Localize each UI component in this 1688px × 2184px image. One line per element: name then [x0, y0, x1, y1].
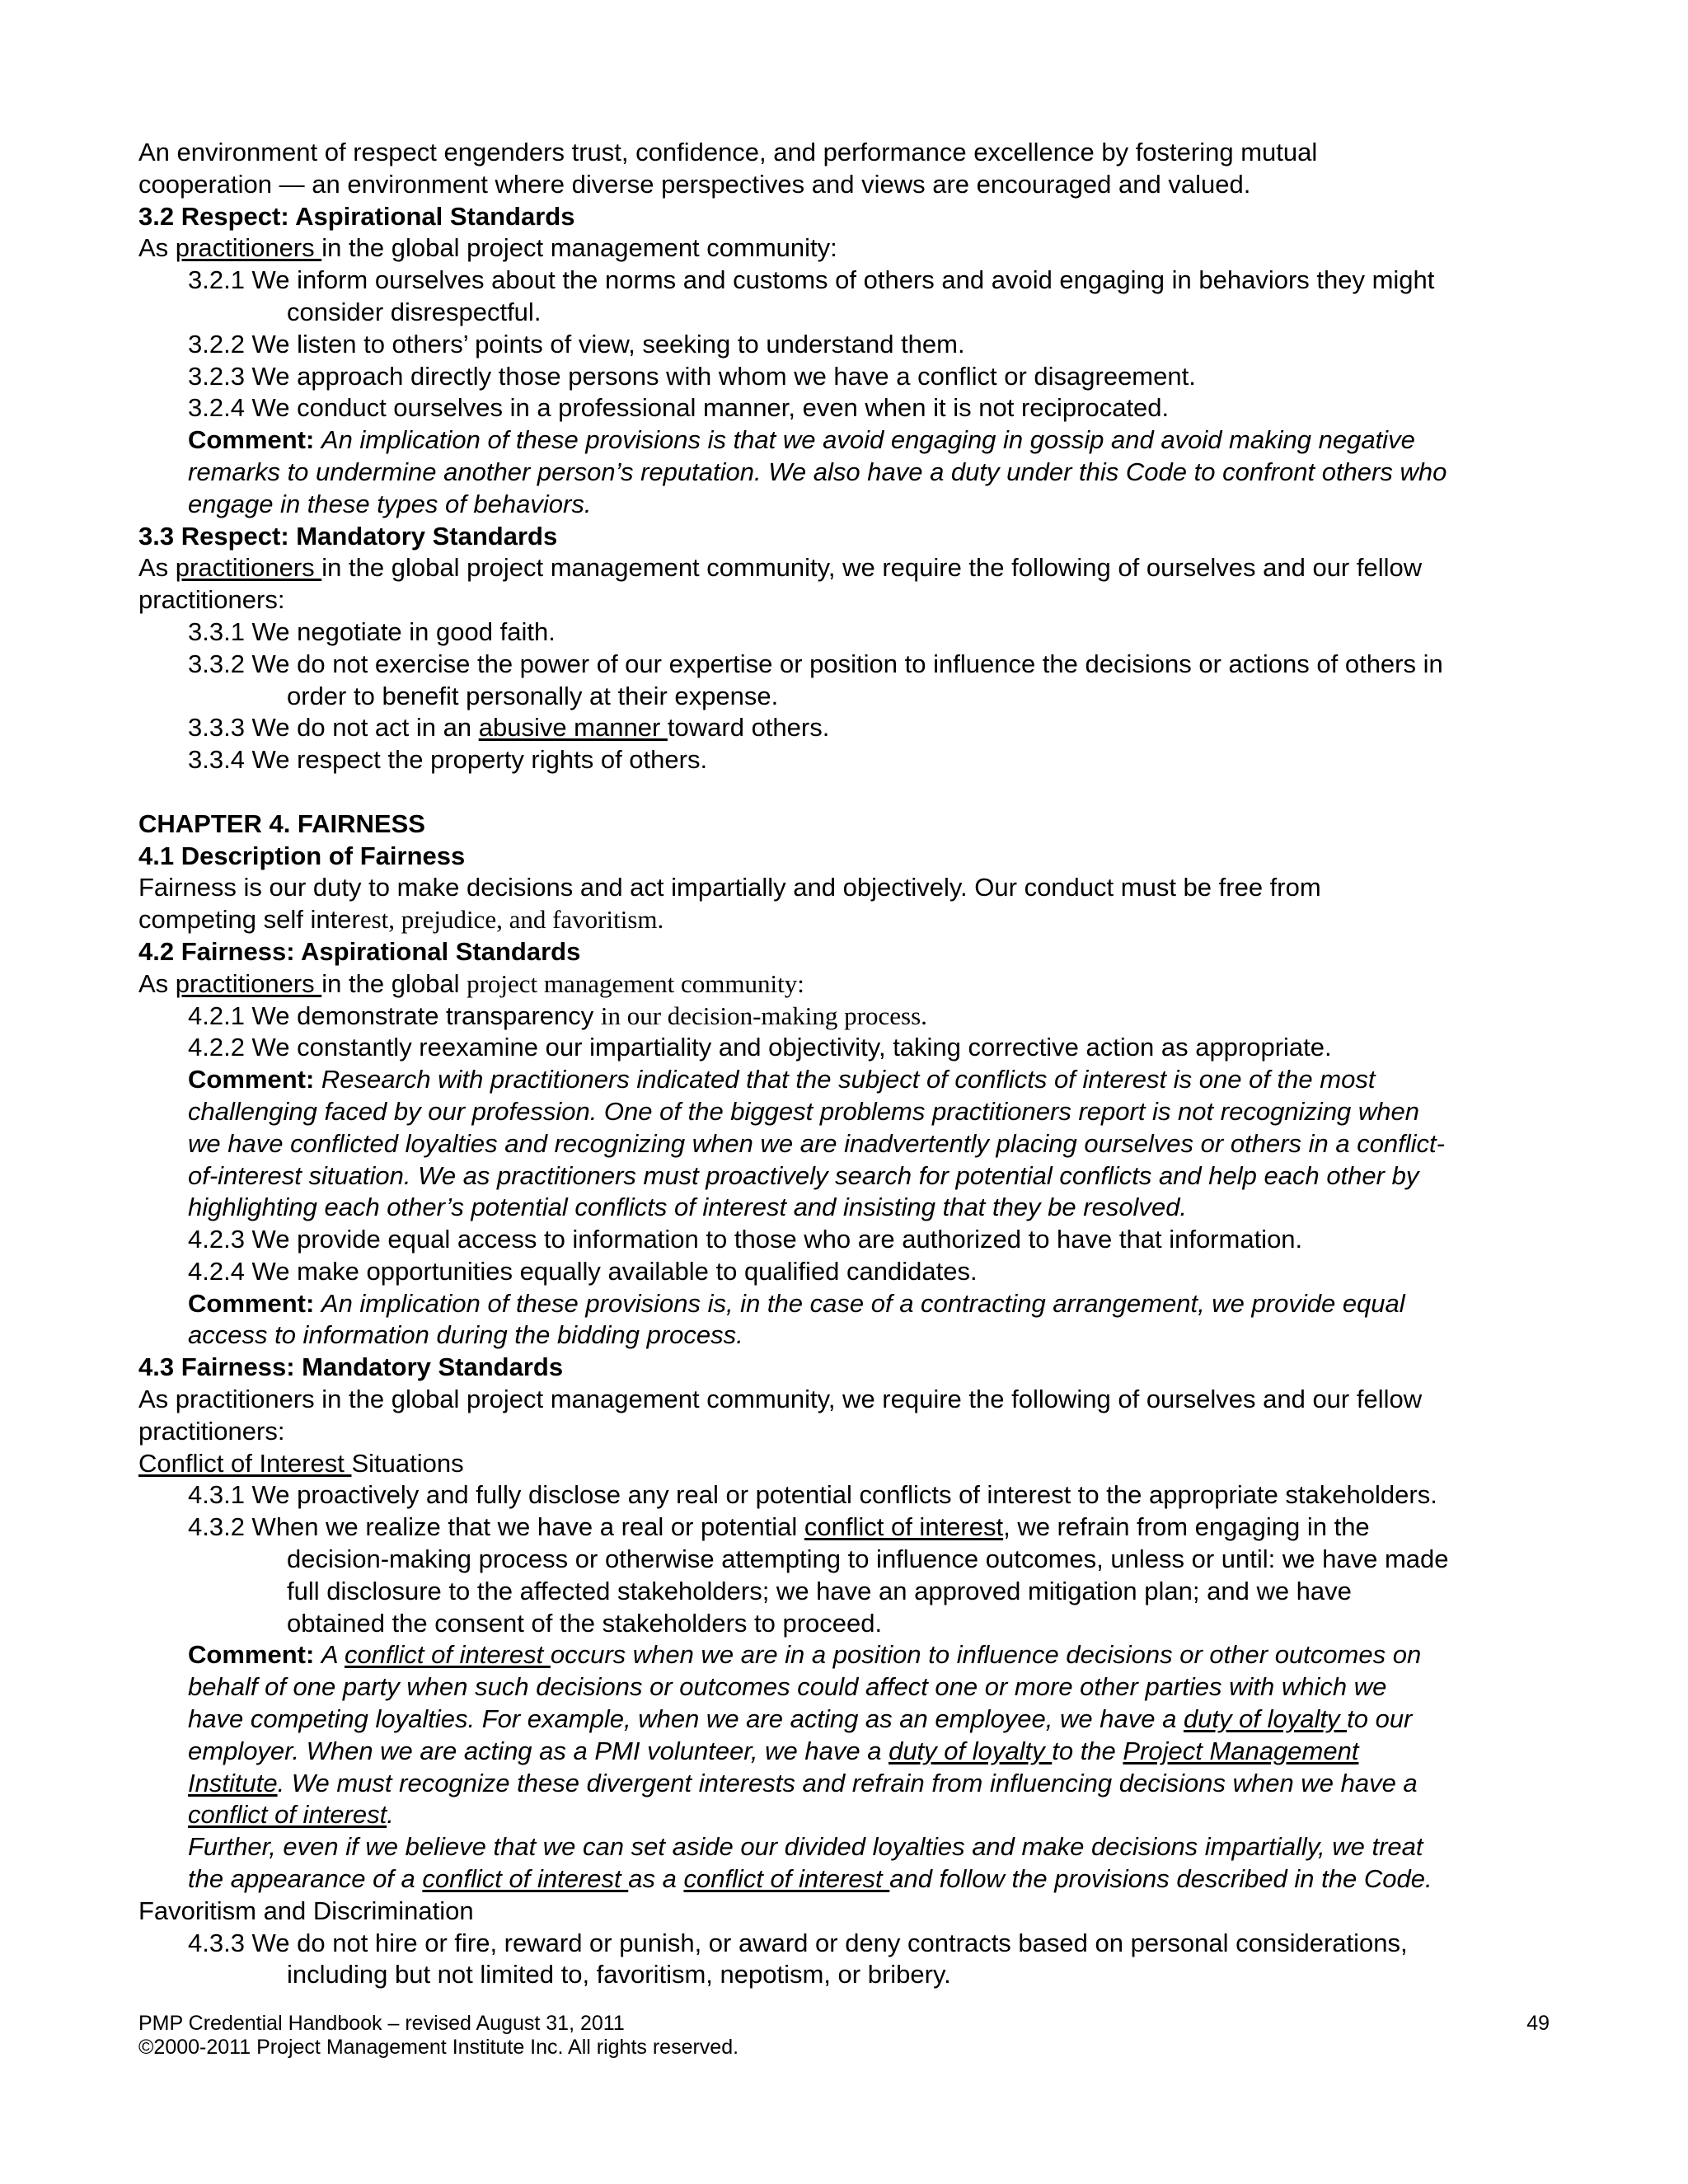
text-segment: , we refrain from engaging in the: [1003, 1512, 1370, 1542]
text-line: [138, 1224, 1556, 1256]
text-segment: As practitioners in the global project management community, we require the following of ourselves and our fellow: [138, 1385, 1423, 1414]
text-segment: . We must recognize these divergent interests and refrain from influencing decisions when we have a: [277, 1768, 1418, 1797]
text-line: [138, 1639, 1556, 1671]
text-segment: 4.3.1 We proactively and fully disclose any real or potential conflicts of interest to the appropriate stakeholders.: [188, 1480, 1437, 1510]
blank-line: [138, 776, 1556, 808]
text-line: [138, 392, 1556, 424]
text-line: [138, 521, 1556, 553]
text-line: [138, 552, 1556, 584]
text-line: [138, 1928, 1556, 1960]
text-line: [138, 841, 1556, 873]
text-line: [138, 616, 1556, 649]
text-segment: practitioners:: [138, 585, 285, 615]
text-segment: obtained the consent of the stakeholders to proceed.: [287, 1608, 883, 1638]
text-segment: A: [321, 1640, 345, 1670]
text-segment: of-interest situation. We as practitioners must proactively search for potential conflicts and help each other by: [188, 1160, 1419, 1190]
text-line: [138, 1479, 1556, 1511]
text-segment: As: [138, 233, 176, 263]
text-segment: in the global: [321, 968, 467, 998]
text-segment: .: [387, 1800, 394, 1830]
text-segment: 4.3.2 When we realize that we have a real or potential: [188, 1512, 804, 1542]
text-segment: 3.2.4 We conduct ourselves in a professional manner, even when it is not reciprocated.: [188, 393, 1170, 423]
text-line: [138, 1896, 1556, 1928]
page-body: [138, 137, 1556, 1991]
text-segment: CHAPTER 4. FAIRNESS: [138, 808, 425, 838]
text-segment: Comment:: [188, 425, 321, 455]
text-segment: order to benefit personally at their expense.: [287, 681, 779, 710]
text-segment: abusive manner: [478, 713, 668, 743]
text-segment: to our: [1347, 1704, 1413, 1734]
text-segment: Situations: [351, 1448, 464, 1478]
text-line: [138, 1416, 1556, 1448]
text-segment: and follow the provisions described in the Code.: [889, 1864, 1432, 1894]
text-line: [138, 681, 1556, 713]
text-segment: remarks to undermine another person’s reputation. We also have a duty under this Code to confront others who: [188, 457, 1447, 486]
text-line: [138, 297, 1556, 329]
page-number: 49: [1526, 2012, 1550, 2035]
text-line: [138, 1192, 1556, 1224]
text-segment: Comment:: [188, 1065, 321, 1094]
text-line: [138, 361, 1556, 393]
text-segment: duty of loyalty: [1183, 1704, 1348, 1734]
text-segment: challenging faced by our profession. One of the biggest problems practitioners report is not recognizing when: [188, 1096, 1420, 1126]
text-segment: est, prejudice, and favoritism.: [359, 905, 664, 935]
text-segment: conflict of interest: [422, 1864, 629, 1894]
text-segment: Institute: [188, 1768, 278, 1797]
text-segment: access to information during the bidding process.: [188, 1320, 743, 1350]
text-line: [138, 1799, 1556, 1831]
text-segment: including but not limited to, favoritism, nepotism, or bribery.: [287, 1960, 951, 1990]
text-segment: 4.3.3 We do not hire or fire, reward or punish, or award or deny contracts based on personal considerations,: [188, 1928, 1408, 1957]
text-segment: toward others.: [667, 713, 830, 743]
text-segment: 4.3 Fairness: Mandatory Standards: [138, 1352, 564, 1382]
text-segment: 3.3.4 We respect the property rights of others.: [188, 745, 708, 775]
text-segment: have competing loyalties. For example, when we are acting as an employee, we have a: [188, 1704, 1184, 1734]
text-segment: 3.2.2 We listen to others’ points of view, seeking to understand them.: [188, 329, 965, 359]
text-segment: Comment:: [188, 1288, 321, 1318]
text-line: [138, 744, 1556, 776]
text-segment: in our decision-making process.: [600, 1001, 927, 1030]
text-segment: duty of loyalty: [889, 1736, 1053, 1765]
text-segment: Research with practitioners indicated that the subject of conflicts of interest is one of the most: [321, 1065, 1376, 1094]
text-segment: occurs when we are in a position to influence decisions or other outcomes on: [550, 1640, 1422, 1670]
text-line: [138, 584, 1556, 616]
text-segment: 3.3.1 We negotiate in good faith.: [188, 616, 556, 646]
text-line: [138, 1032, 1556, 1064]
text-line: [138, 1544, 1556, 1576]
text-segment: to the: [1052, 1736, 1123, 1765]
text-segment: practitioners: [175, 553, 322, 583]
text-line: [138, 1096, 1556, 1128]
text-segment: behalf of one party when such decisions or outcomes could affect one or more other parties with which we: [188, 1672, 1387, 1702]
text-line: [138, 201, 1556, 233]
text-line: [138, 1352, 1556, 1384]
text-line: [138, 489, 1556, 521]
text-segment: conflict of interest: [683, 1864, 890, 1894]
text-segment: decision-making process or otherwise attempting to influence outcomes, unless or until: we have made: [287, 1544, 1449, 1574]
text-segment: conflict of interest: [345, 1640, 551, 1670]
text-line: [138, 712, 1556, 744]
text-line: [138, 457, 1556, 489]
text-segment: in the global project management community:: [321, 233, 837, 263]
text-line: [138, 1831, 1556, 1863]
text-segment: practitioners: [175, 233, 322, 263]
text-segment: Conflict of Interest: [138, 1448, 352, 1478]
text-segment: we have conflicted loyalties and recognizing when we are inadvertently placing ourselves or others in a conflict-: [188, 1128, 1445, 1158]
text-line: [138, 265, 1556, 297]
text-line: [138, 1511, 1556, 1544]
text-segment: employer. When we are acting as a PMI volunteer, we have a: [188, 1736, 889, 1765]
text-line: [138, 649, 1556, 681]
text-line: [138, 329, 1556, 361]
text-segment: Comment:: [188, 1640, 321, 1670]
text-line: [138, 1768, 1556, 1800]
text-line: [138, 968, 1556, 1001]
text-segment: Further, even if we believe that we can set aside our divided loyalties and make decisions impartially, we treat: [188, 1832, 1423, 1862]
text-segment: as a: [628, 1864, 684, 1894]
text-line: [138, 1671, 1556, 1704]
text-segment: Fairness is our duty to make decisions and act impartially and objectively. Our conduct must be free from: [138, 873, 1321, 902]
text-segment: full disclosure to the affected stakeholders; we have an approved mitigation plan; and we have: [287, 1576, 1352, 1605]
text-line: [138, 424, 1556, 457]
text-line: [138, 1448, 1556, 1480]
text-segment: 3.3.2 We do not exercise the power of our expertise or position to influence the decisions or actions of others in: [188, 649, 1443, 678]
text-segment: engage in these types of behaviors.: [188, 489, 592, 518]
text-line: [138, 936, 1556, 968]
footer-copyright: ©2000-2011 Project Management Institute Inc. All rights reserved.: [138, 2036, 739, 2059]
text-line: [138, 808, 1556, 841]
text-segment: An environment of respect engenders trust, confidence, and performance excellence by fostering mutual: [138, 138, 1318, 166]
text-segment: 4.2 Fairness: Aspirational Standards: [138, 936, 581, 966]
text-line: [138, 169, 1556, 201]
text-segment: Project Management: [1123, 1736, 1359, 1765]
text-segment: 4.2.1 We demonstrate transparency: [188, 1001, 601, 1030]
text-segment: 3.2 Respect: Aspirational Standards: [138, 201, 575, 231]
text-line: [138, 1128, 1556, 1160]
text-line: [138, 1863, 1556, 1896]
text-segment: Favoritism and Discrimination: [138, 1896, 474, 1925]
text-segment: conflict of interest: [188, 1800, 387, 1830]
text-segment: practitioners:: [138, 1416, 285, 1446]
text-line: [138, 1576, 1556, 1608]
text-segment: project management community:: [467, 968, 804, 998]
text-line: [138, 1704, 1556, 1736]
text-segment: cooperation — an environment where diverse perspectives and views are encouraged and valued.: [138, 169, 1251, 199]
text-line: [138, 1608, 1556, 1640]
text-segment: consider disrespectful.: [287, 297, 542, 326]
footer-handbook-title: PMP Credential Handbook – revised August 31, 2011: [138, 2012, 625, 2035]
text-segment: in the global project management community, we require the following of ourselves and our fellow: [321, 553, 1423, 583]
text-segment: 4.2.3 We provide equal access to information to those who are authorized to have that information.: [188, 1225, 1303, 1254]
text-segment: the appearance of a: [188, 1864, 423, 1894]
text-segment: 4.1 Description of Fairness: [138, 841, 466, 870]
text-line: [138, 872, 1556, 904]
text-segment: conflict of interest: [804, 1512, 1004, 1542]
text-segment: As: [138, 968, 176, 998]
text-line: [138, 1160, 1556, 1193]
text-line: [138, 1064, 1556, 1096]
text-segment: 3.2.3 We approach directly those persons with whom we have a conflict or disagreement.: [188, 361, 1196, 391]
text-segment: An implication of these provisions is, in the case of a contracting arrangement, we provide equal: [321, 1288, 1405, 1318]
text-segment: An implication of these provisions is that we avoid engaging in gossip and avoid making negative: [321, 425, 1415, 455]
text-segment: practitioners: [175, 968, 322, 998]
page-footer: [138, 2012, 1550, 2060]
text-line: [138, 1256, 1556, 1288]
text-line: [138, 1001, 1556, 1033]
text-line: [138, 1319, 1556, 1352]
text-segment: 4.2.2 We constantly reexamine our impartiality and objectivity, taking corrective action as appropriate.: [188, 1033, 1332, 1062]
text-line: [138, 904, 1556, 936]
text-line: [138, 1384, 1556, 1416]
text-segment: highlighting each other’s potential conflicts of interest and insisting that they be resolved.: [188, 1193, 1188, 1222]
text-segment: competing self inter: [138, 905, 360, 935]
text-segment: 3.2.1 We inform ourselves about the norms and customs of others and avoid engaging in behaviors they might: [188, 265, 1435, 295]
text-line: [138, 1959, 1556, 1991]
text-line: [138, 137, 1556, 169]
text-segment: 4.2.4 We make opportunities equally available to qualified candidates.: [188, 1256, 978, 1286]
text-line: [138, 1736, 1556, 1768]
text-segment: 3.3.3 We do not act in an: [188, 713, 479, 743]
text-segment: 3.3 Respect: Mandatory Standards: [138, 521, 558, 551]
text-line: [138, 232, 1556, 265]
text-line: [138, 1288, 1556, 1320]
text-segment: As: [138, 553, 176, 583]
